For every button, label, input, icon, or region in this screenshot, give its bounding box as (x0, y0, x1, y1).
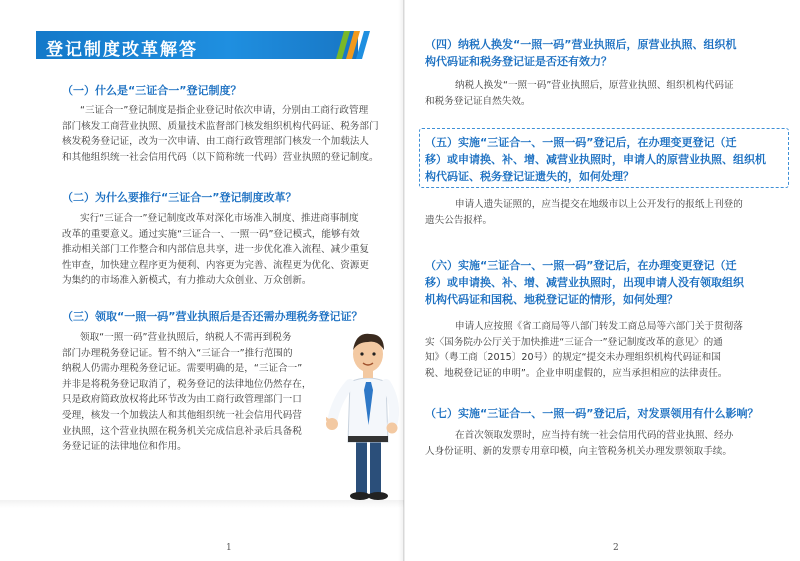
answer-6-line: 税、地税登记证的申明”。企业申明虚假的，应当承担相应的法律责任。 (425, 367, 728, 379)
question-4-heading (425, 36, 785, 70)
answer-1-line: 部门核发工商营业执照、质量技术监督部门核发组织机构代码证、税务部门 (62, 120, 379, 132)
question-6-heading-line: 机构代码证和国税、地税登记证的情形，如何处理？ (425, 293, 678, 306)
question-3-heading: （三）领取“一照一码”营业执照后是否还需办理税务登记证？ (62, 310, 363, 323)
answer-3 (62, 330, 327, 455)
answer-7-line: 在首次领取发票时，应当持有统一社会信用代码的营业执照、经办 (455, 430, 734, 441)
page-bottom-shadow (0, 500, 404, 508)
answer-3-line: 领取“一照一码”营业执照后，纳税人不需再到税务 (80, 332, 292, 343)
question-4-heading-line: 构代码证和税务登记证是否还有效力？ (425, 55, 612, 68)
answer-2-line: 性审查，加快建立程序更为便利、内容更为完善、流程更为优化、资源更 (62, 259, 369, 271)
right-page (405, 0, 800, 561)
answer-5-line: 遗失公告报样。 (425, 214, 493, 226)
answer-3-line: 纳税人仍需办理税务登记证。需要明确的是，“三证合一” (62, 363, 303, 375)
answer-1 (62, 103, 392, 165)
answer-4 (425, 78, 785, 109)
question-2-heading: （二）为什么要推行“三证合一”登记制度改革？ (62, 191, 297, 204)
answer-5 (425, 197, 785, 228)
question-5-heading-line: （五）实施“三证合一、一照一码”登记后，在办理变更登记（迁 (425, 136, 737, 149)
answer-7-line: 人身份证明、新的发票专用章印模，向主管税务机关办理发票领取手续。 (425, 445, 732, 457)
answer-3-line: 只是政府简政放权将此环节改为由工商行政管理部门一口 (62, 394, 302, 406)
answer-6 (425, 319, 787, 381)
answer-3-line: 业执照，这个营业执照在税务机关完成信息补录后具备税 (62, 425, 302, 437)
answer-4-line: 和税务登记证自然失效。 (425, 95, 531, 107)
page-number-right: 2 (613, 543, 619, 553)
answer-3-line: 并非是将税务登记取消了，税务登记的法律地位仍然存在， (62, 378, 312, 390)
answer-1-line: “三证合一”登记制度是指企业登记时依次申请，分别由工商行政管理 (80, 105, 369, 116)
page-title: 登记制度改革解答 (46, 40, 198, 60)
answer-7 (425, 428, 787, 459)
answer-6-line: 实〈国务院办公厅关于加快推进“三证合一”登记制度改革的意见〉的通 (425, 336, 723, 348)
diagonal-stripes-icon (330, 31, 370, 59)
question-5-heading-line: 构代码证、税务登记证遗失的，如何处理？ (425, 170, 634, 183)
question-1-heading: （一）什么是“三证合一”登记制度？ (62, 84, 242, 97)
answer-2-line: 实行“三证合一”登记制度改革对深化市场准入制度、推进商事制度 (80, 213, 359, 224)
answer-4-line: 纳税人换发“一照一码”营业执照后，原营业执照、组织机构代码证 (455, 80, 734, 91)
answer-1-line: 核发税务登记证，改为一次申请、由工商行政管理部门核发一个加载法人 (62, 136, 369, 148)
answer-5-line: 申请人遗失证照的，应当提交在地级市以上公开发行的报纸上刊登的 (455, 199, 743, 210)
answer-3-line: 务登记证的法律地位和作用。 (62, 441, 187, 453)
answer-2-line: 改革的重要意义。通过实施“三证合一、一照一码”登记模式，能够有效 (62, 228, 360, 240)
answer-2 (62, 211, 392, 289)
question-5-heading (425, 134, 785, 185)
question-5-heading-line: 移）或申请换、补、增、减营业执照时，申请人的原营业执照、组织机 (425, 153, 766, 166)
question-7-heading: （七）实施“三证合一、一照一码”登记后，对发票领用有什么影响？ (425, 407, 759, 420)
answer-3-line: 部门办理税务登记证。暂不纳入“三证合一”推行范围的 (62, 347, 293, 359)
question-6-heading-line: 移）或申请换、补、增、减营业执照时，出现申请人没有领取组织 (425, 276, 744, 289)
question-6-heading (425, 257, 785, 308)
question-6-heading-line: （六）实施“三证合一、一照一码”登记后，在办理变更登记（迁 (425, 259, 737, 272)
page-number-left: 1 (226, 543, 232, 553)
answer-2-line: 为集约的市场准入新模式，有力推动大众创业、万众创新。 (62, 275, 312, 287)
question-4-heading-line: （四）纳税人换发“一照一码”营业执照后，原营业执照、组织机 (425, 38, 737, 51)
title-banner (36, 31, 358, 59)
answer-3-line: 受理，核发一个加载法人和其他组织统一社会信用代码营 (62, 409, 302, 421)
answer-6-line: 知》（粤工商〔2015〕20号）的规定“提交未办理组织机构代码证和国 (425, 352, 721, 364)
answer-6-line: 申请人应按照《省工商局等八部门转发工商总局等六部门关于贯彻落 (455, 321, 743, 332)
answer-2-line: 推动相关部门工作整合和内部信息共享，进一步优化准入流程、减少重复 (62, 244, 369, 256)
answer-1-line: 和其他组织统一社会信用代码（以下简称统一代码）营业执照的登记制度。 (62, 151, 379, 163)
